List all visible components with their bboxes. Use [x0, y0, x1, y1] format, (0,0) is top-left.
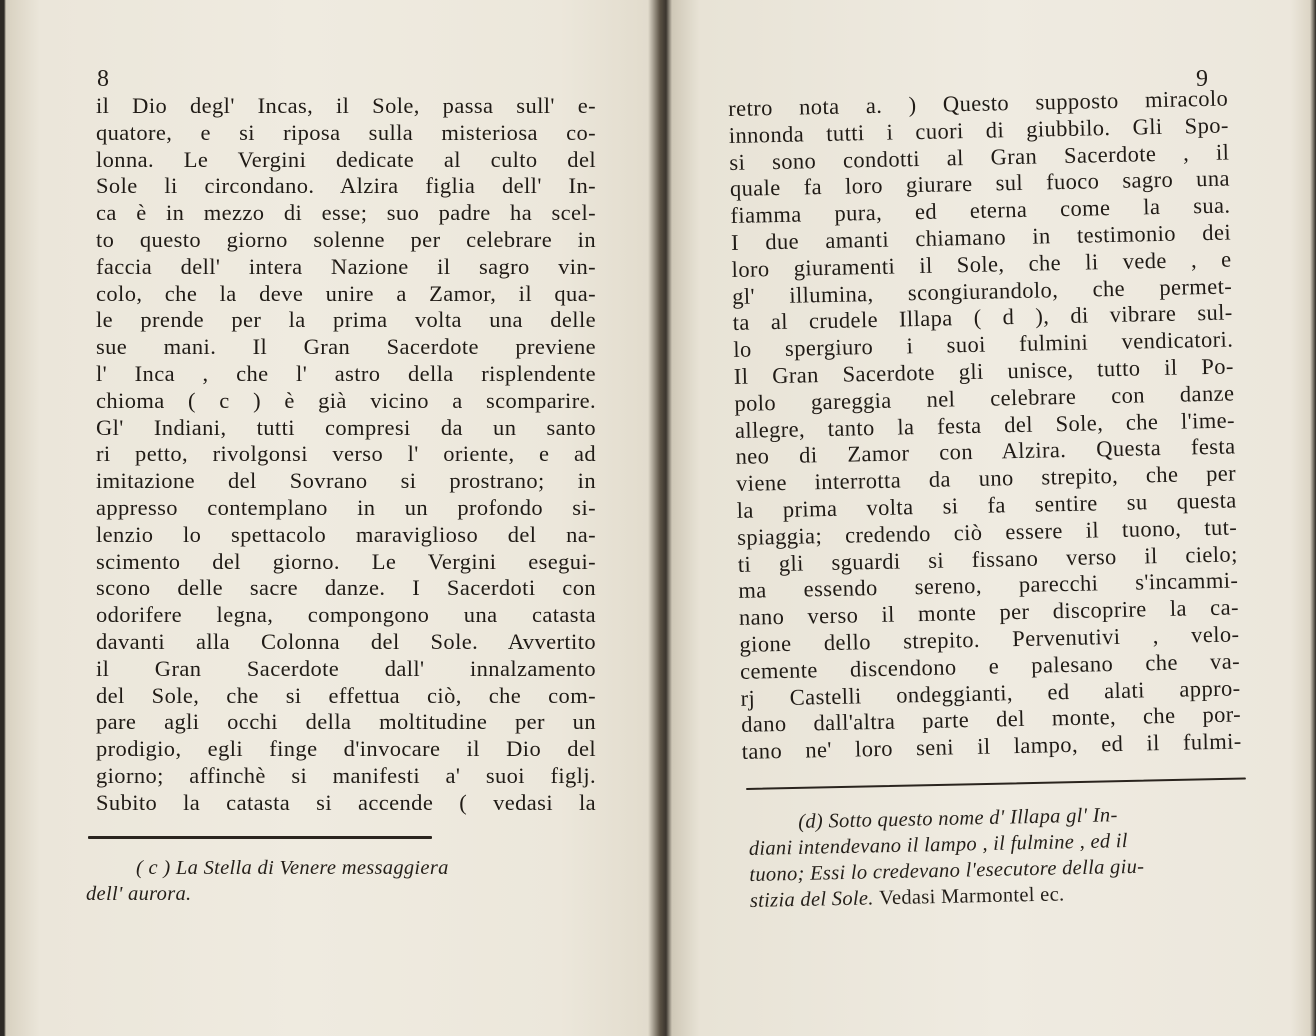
- text-line: Gl' Indiani, tutti compresi da un santo: [96, 414, 596, 440]
- body-text: [728, 86, 1242, 766]
- footnote-reference: Vedasi Marmontel ec.: [878, 883, 1065, 910]
- text-line: loro giuramenti il Sole, che li vede , e: [731, 246, 1232, 282]
- text-line: le prende per la prima volta una delle: [96, 307, 596, 333]
- text-line: faccia dell' intera Nazione il sagro vin-: [96, 253, 596, 279]
- text-line: ti gli sguardi si fissano verso il cielo;: [737, 540, 1238, 577]
- page-number: 9: [1196, 66, 1208, 92]
- text-line: lo spergiuro i suoi fulmini vendicatori.: [733, 326, 1234, 363]
- text-line: polo gareggia nel celebrare con danze: [734, 380, 1235, 416]
- text-line: chioma ( c ) è già vicino a scomparire.: [96, 387, 596, 413]
- text-line: imitazione del Sovrano si prostrano; in: [96, 468, 596, 494]
- text-line: cemente discendono e palesano che va-: [739, 648, 1241, 684]
- text-line: retro nota a. ) Questo supposto miracolo: [728, 85, 1229, 121]
- footnote-italic: stizia del Sole.: [749, 887, 874, 912]
- text-line: tano ne' loro seni il lampo, ed il fulmi-: [741, 728, 1242, 764]
- text-line: l' Inca , che l' astro della risplendente: [96, 360, 596, 386]
- body-text: [96, 93, 596, 817]
- text-line: prodigio, egli finge d'invocare il Dio del: [96, 736, 596, 762]
- footnote-rule: [746, 778, 1246, 790]
- text-line: si sono condotti al Gran Sacerdote , il: [729, 139, 1230, 175]
- text-line: odorifere legna, compongono una catasta: [96, 602, 596, 628]
- footnote: [748, 800, 1250, 914]
- text-line: appresso contemplano in un profondo si-: [96, 494, 596, 520]
- text-line: il Gran Sacerdote dall' innalzamento: [96, 655, 596, 681]
- text-line: davanti alla Colonna del Sole. Avvertito: [96, 628, 596, 654]
- text-line: viene interrotta da uno strepito, che per: [735, 460, 1237, 497]
- text-line: Il Gran Sacerdote gli unisce, tutto il Po-: [733, 353, 1235, 389]
- text-line: pare agli occhi della moltitudine per un: [96, 709, 596, 735]
- text-line: il Dio degl' Incas, il Sole, passa sull' e-: [96, 93, 596, 118]
- text-line: ma essendo sereno, parecchi s'incammi-: [738, 567, 1239, 604]
- footnote-line: dell' aurora.: [86, 883, 192, 905]
- text-line: allegre, tanto la festa del Sole, che l'ime-: [734, 407, 1236, 443]
- text-line: scimento del giorno. Le Vergini esegui-: [96, 548, 596, 574]
- right-page: [668, 0, 1316, 1036]
- text-line: spiaggia; credendo ciò essere il tuono, tut-: [736, 514, 1238, 550]
- text-line: nano verso il monte per discoprire la ca-: [738, 594, 1240, 631]
- page-number: 8: [97, 66, 109, 92]
- text-line: gl' illumina, scongiurandolo, che permet-: [731, 273, 1233, 309]
- text-line: la prima volta si fa sentire su questa: [736, 487, 1237, 523]
- footnote: [86, 855, 586, 907]
- text-line: Subito la catasta si accende ( vedasi la: [96, 789, 596, 815]
- footnote-line: ( c ) La Stella di Venere messaggiera: [136, 857, 449, 879]
- text-line: quale fa loro giurare sul fuoco sagro una: [729, 165, 1231, 202]
- text-line: dano dall'altra parte del monte, che por-: [740, 701, 1242, 738]
- text-line: to questo giorno solenne per celebrare in: [96, 226, 596, 252]
- text-line: del Sole, che si effettua ciò, che com-: [96, 682, 596, 708]
- footnote-line: diani intendevano il lampo , il fulmine , ed il: [748, 830, 1129, 860]
- footnote-line: tuono; Essi lo credevano l'esecutore della giu-: [749, 855, 1145, 886]
- text-line: ca è in mezzo di esse; suo padre ha scel-: [96, 200, 596, 226]
- footnote-line: (d) Sotto questo nome d' Illapa gl' In-: [798, 804, 1118, 833]
- text-line: giorno; affinchè si manifesti a' suoi figlj.: [96, 762, 596, 788]
- text-line: neo di Zamor con Alzira. Questa festa: [735, 433, 1236, 470]
- text-line: Sole li circondano. Alzira figlia dell' In-: [96, 173, 596, 199]
- text-line: lenzio lo spettacolo maraviglioso del na-: [96, 521, 596, 547]
- text-line: scono delle sacre danze. I Sacerdoti con: [96, 575, 596, 601]
- text-line: colo, che la deve unire a Zamor, il qua-: [96, 280, 596, 306]
- footnote-rule: [88, 836, 432, 839]
- text-line: gione dello strepito. Pervenutivi , velo-: [739, 621, 1240, 657]
- text-line: ta al crudele Illapa ( d ), di vibrare sul-: [732, 299, 1233, 336]
- text-line: innonda tutti i cuori di giubbilo. Gli Spo-: [728, 112, 1229, 148]
- text-line: rj Castelli ondeggianti, ed alati appro-: [740, 674, 1241, 711]
- text-line: quatore, e si riposa sulla misteriosa co-: [96, 119, 596, 145]
- text-line: I due amanti chiamano in testimonio dei: [730, 219, 1232, 255]
- text-line: lonna. Le Vergini dedicate al culto del: [96, 146, 596, 172]
- text-line: fiamma pura, ed eterna come la sua.: [730, 192, 1231, 229]
- text-line: sue mani. Il Gran Sacerdote previene: [96, 334, 596, 360]
- text-line: ri petto, rivolgonsi verso l' oriente, e ad: [96, 441, 596, 467]
